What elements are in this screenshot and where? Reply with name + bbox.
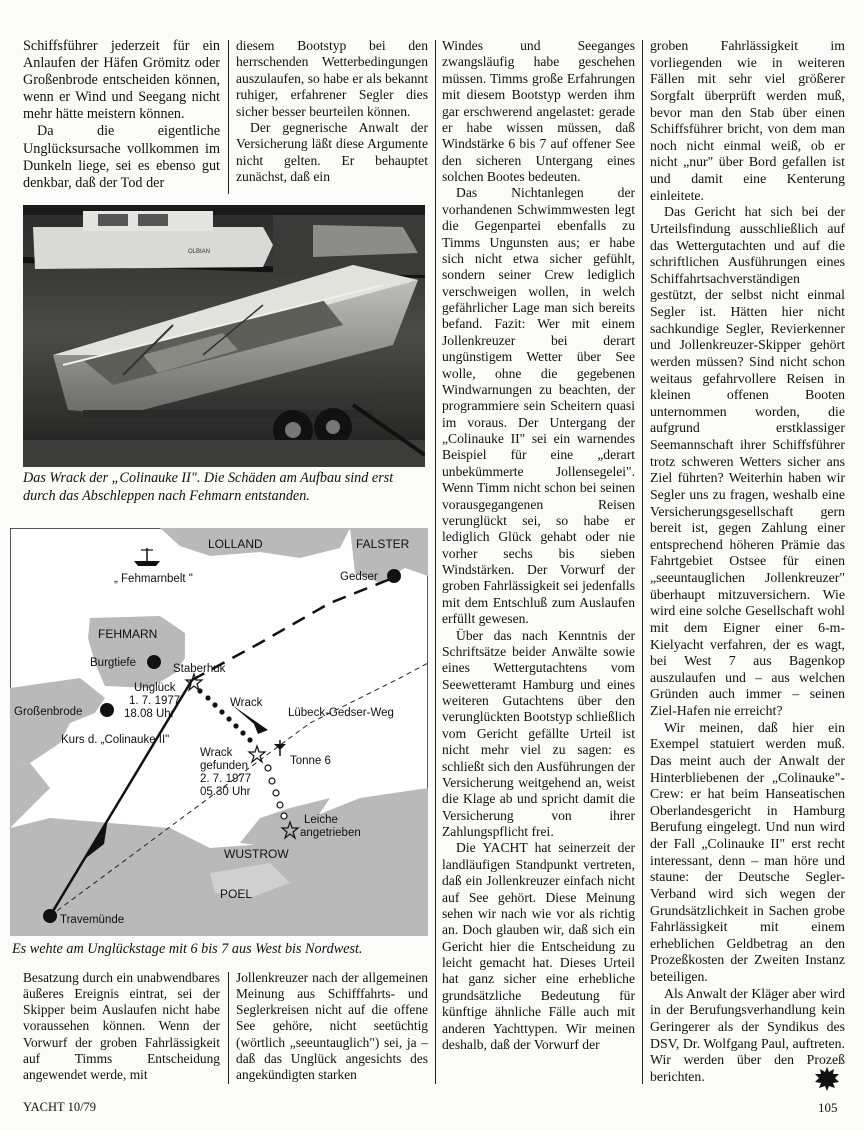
paragraph: Besatzung durch ein unabwendbares äußeres Ereignis eintrat, sei der Skipper beim Auslaufen nicht habe voraussehen können. Wenn der Vorwurf der groben Fahrlässigkeit auf Timms Entscheidung angewendet werde, mit	[23, 970, 220, 1082]
map-label-poel: POEL	[220, 887, 253, 901]
map-label-gedser: Gedser	[340, 571, 378, 583]
map-label-unglueck-date: 1. 7. 1977	[129, 695, 181, 707]
gedser-town-dot	[387, 569, 401, 583]
wreck-photo	[23, 205, 425, 467]
boat-name-text: OLBIAN	[188, 249, 211, 255]
map-label-staberhuk: Staberhuk	[173, 663, 226, 675]
paragraph: Da die eigentliche Unglücksursache vollkommen im Dunkeln liege, sei es ebenso gut denkbar, daß der Tod der	[23, 123, 220, 191]
paragraph: Über das nach Kenntnis der Schriftsätze beider Anwälte sowie eines Wettergutachtens vom Seewetteramt Hamburg und eines weiteren Gutachtens über den verunglückten Bootstyp schließlich vom Gericht gefällte Urteil ist nicht mehr viel zu sagen: es schließt sich den Ausführungen der Versicherung weitgehend an, weist die Klage ab und spricht damit die Versicherung von ihrer Zahlungspflicht frei.	[442, 627, 635, 839]
paragraph: Die YACHT hat seinerzeit der landläufigen Standpunkt vertreten, daß ein Jollenkreuzer einfach nicht auf See gehört. Diese Meinung sehen wir nach wie vor als richtig an. Doch glauben wir, daß sich ein Gericht hier die Entscheidung zu leicht gemacht hat. Dieses Urteil hat ganz sicher eine erhebliche grundsätzliche Bedeutung für künftige ähnliche Fälle auch mit anderen Yachttypen. Wir meinen deshalb, daß der Vorwurf der	[442, 840, 635, 1052]
column-1-top	[23, 38, 220, 192]
route-map	[10, 528, 428, 936]
map-label-unglueck-time: 18.08 Uhr	[124, 708, 175, 720]
map-label-tonne: Tonne 6	[290, 755, 331, 767]
route-map-graphic	[10, 528, 428, 936]
photo-caption: Das Wrack der „Colinauke II". Die Schäden am Aufbau sind erst durch das Abschleppen nach Fehmarn entstanden.	[23, 470, 394, 504]
column-3	[442, 38, 635, 1053]
paragraph: diesem Bootstyp bei den herrschenden Wetterbedingungen auszulaufen, so habe er als bekannt ruhiger, erfahrener Segler dies sicher besser beurteilen können.	[236, 38, 428, 119]
paragraph: Als Anwalt der Kläger aber wird in der Berufungsverhandlung kein Geringerer als der Syndikus des DSV, Dr. Wolfgang Paul, auftreten. Wir werden über den Prozeß berichten.	[650, 985, 845, 1084]
paragraph: Schiffsführer jederzeit für ein Anlaufen der Häfen Grömitz oder Großenbrode entscheiden können, wenn er Wind und Seegang nicht mehr hätte meistern können.	[23, 38, 220, 123]
paragraph: Jollenkreuzer nach der allgemeinen Meinung aus Schifffahrts- und Seglerkreisen nicht auf die offene See gehöre, nicht seetüchtig (wörtlich „seeuntauglich") sei, ja – daß das Unglück angesichts des angekündigten starken	[236, 970, 428, 1082]
map-label-wrack-gefunden-date: 2. 7. 1977	[200, 773, 252, 785]
map-label-falster: FALSTER	[356, 537, 410, 551]
paragraph: Der gegnerische Anwalt der Versicherung läßt diese Argumente nicht gelten. Er behauptet zunächst, daß ein	[236, 119, 428, 184]
map-label-wustrow: WUSTROW	[224, 847, 289, 861]
map-label-angetrieben: angetrieben	[300, 827, 361, 839]
map-label-luebeck-gedser: Lübeck-Gedser-Weg	[288, 707, 394, 719]
map-label-fehmarnbelt: „ Fehmarnbelt "	[114, 573, 193, 585]
map-label-travemuende: Travemünde	[60, 914, 125, 926]
grossenbrode-town-dot	[100, 703, 114, 717]
column-rule	[228, 972, 229, 1084]
map-label-wrack-gefunden-2: gefunden	[200, 760, 248, 772]
map-label-leiche: Leiche	[304, 814, 338, 826]
footer-issue: YACHT 10/79	[23, 1100, 97, 1114]
column-rule	[642, 40, 643, 1084]
map-label-burgtiefe: Burgtiefe	[90, 657, 137, 669]
map-label-unglueck: Unglück	[134, 682, 176, 694]
column-rule	[228, 40, 229, 194]
map-label-grossenbrode: Großenbrode	[14, 706, 83, 718]
map-label-fehmarn: FEHMARN	[98, 627, 158, 641]
column-2-bottom	[236, 970, 428, 1083]
travemuende-town-dot	[43, 909, 57, 923]
wreck-photo-image	[23, 205, 425, 467]
paragraph: Das Nichtanlegen der vorhandenen Schwimmwesten legt die Gegenpartei ebenfalls zu Timms Ungunsten aus; er habe sich nicht etwa sicher gefühlt, sondern seiner Crew lediglich verschweigen wollen, in welch gefährlicher Lage man sich bereits befand. Fazit: Wer mit einem Jollenkreuzer bei derart ungünstigem Wetter über See wolle, ohne die gegebenen Windwarnungen zu beachten, der programmiere sein Scheitern quasi im voraus. Der Untergang der „Colinauke II" sei ein warnendes Beispiel für eine „derart unbekümmerte Jollensegelei". Wenn Timm nicht schon bei seinen vorausgegangenen Reisen verunglückt sei, so habe er lediglich Glück gehabt oder nie vorher sechs bis sieben Windstärken. Der Vorwurf der groben Fahrlässigkeit sei jedenfalls mit dem Entschluß zum Auslaufen erfüllt gewesen.	[442, 185, 635, 627]
paragraph: Das Gericht hat sich bei der Urteilsfindung ausschließlich auf das Wettergutachten und auf die schriftlichen Ausführungen eines Schiffahrtsachverständigen gestützt, der selbst nicht einmal Segler ist. Hätten hier nicht sachkundige Segler, Revierkenner und Jollenkreuzer-Skipper gehört werden müssen? Sind nicht schon weitaus gefahrvollere Reisen in kleinen offenen Booten unternommen worden, die aufgrund erstklassiger Seemannschaft ihrer Schiffsführer trotz schweren Wetters sicher ans Ziel führten? Weiterhin haben wir Segler uns zu fragen, weshalb eine Versicherungsgesellschaft gern bereit ist, gegen Zahlung einer entsprechend höheren Prämie das Fahrtgebiet Ostsee für einen „seeuntauglichen Jollenkreuzer" überhaupt mitzuversichern. Wie wird eine solche Gesellschaft wohl mit dem Eigner einer 6-m-Kielyacht verfahren, der es wagt, bei West 7 aus Bagenkop auszulaufen und – aus welchen Gründen auch immer – seinen Ziel-Hafen nie erreicht?	[650, 204, 845, 718]
map-label-wrack-gefunden-1: Wrack	[200, 747, 233, 759]
paragraph: Wir meinen, daß hier ein Exempel statuiert werden muß. Das meint auch der Anwalt der Hinterbliebenen der „Colinauke"-Crew: er hat beim Hanseatischen Oberlandesgericht in Hamburg Berufung eingelegt. Und nun wird der Fall „Colinauke II" erst recht interessant, denn – man höre und staune: der Deutsche Segler-Verband wird sich wegen der Grundsätzlichkeit in Sachen grobe Fahrlässigkeit mit einem erheblichen Geldbetrag an den Prozeßkosten der Zweiten Instanz beteiligen.	[650, 719, 845, 984]
map-caption: Es wehte am Unglückstage mit 6 bis 7 aus West bis Nordwest.	[12, 941, 363, 957]
map-label-wrack: Wrack	[230, 697, 263, 709]
column-4	[650, 38, 845, 1085]
burgtiefe-town-dot	[147, 655, 161, 669]
column-1-bottom	[23, 970, 220, 1083]
column-2-top	[236, 38, 428, 185]
map-label-kurs: Kurs d. „Colinauke II"	[61, 734, 170, 746]
footer-page-number: 105	[818, 1100, 838, 1115]
paragraph: groben Fahrlässigkeit im vorliegenden wie in weiteren Fällen mit sehr viel größerer Sorgfalt überprüft werden muß, bevor man den Stab über einen Schiffsführer bricht, von dem man noch nicht einmal weiß, ob er nicht „nur" über Bord gefallen ist und damit eine Kenterung einleitete.	[650, 38, 845, 203]
map-label-wrack-gefunden-time: 05.30 Uhr	[200, 786, 251, 798]
map-label-lolland: LOLLAND	[208, 537, 263, 551]
column-rule	[435, 40, 436, 1084]
paragraph: Windes und Seeganges zwangsläufig habe geschehen müssen. Timms große Erfahrungen mit diesem Bootstyp werden ihm gar erschwerend angelastet: gerade er habe wissen müssen, daß Windstärke 6 bis 7 auf offener See den sicheren Untergang eines solchen Bootes bedeuten.	[442, 38, 635, 184]
end-mark-icon	[814, 1066, 840, 1092]
